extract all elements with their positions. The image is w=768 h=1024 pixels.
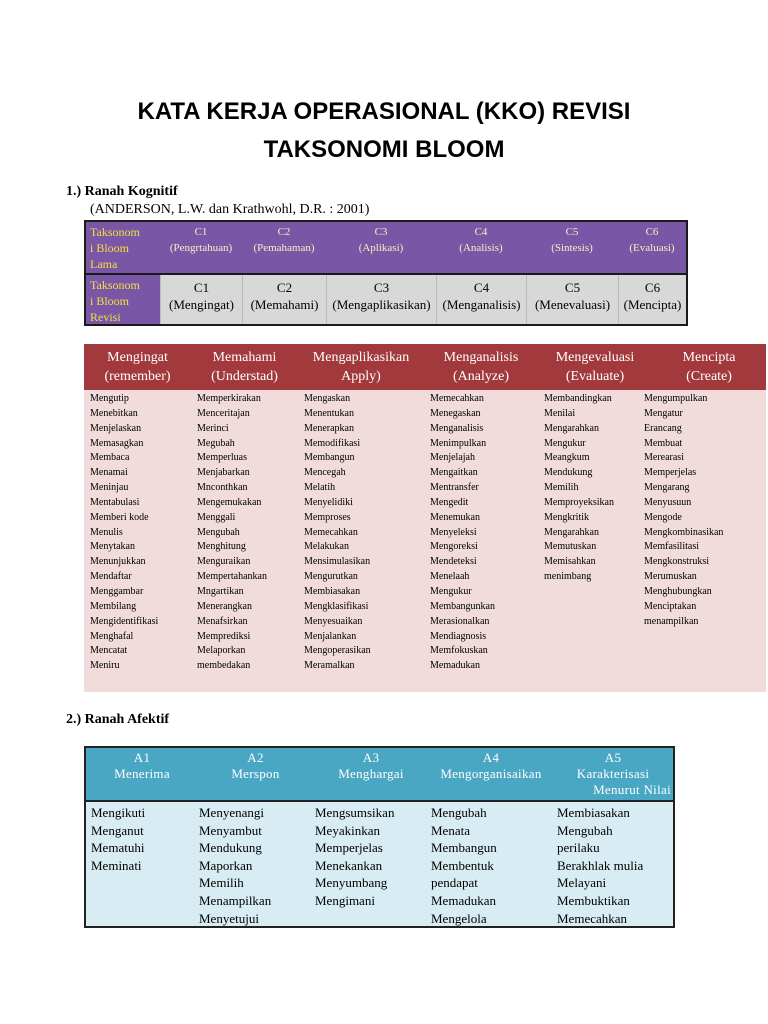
- cell-code: C4: [473, 280, 490, 295]
- verbs-remember-column: [84, 390, 191, 692]
- verb-item: Memisahkan: [544, 556, 596, 568]
- verb-item: Mencegah: [304, 467, 346, 479]
- verb-item: Memodifikasi: [304, 437, 361, 449]
- verb-item: Mengurutkan: [304, 571, 358, 583]
- verb-item: Meyakinkan: [315, 822, 380, 838]
- verb-item: Menentukan: [304, 407, 354, 419]
- header-line: Mengorganisaikan: [440, 766, 542, 781]
- verb-item: Menerapkan: [304, 422, 354, 434]
- header-a2: [198, 748, 313, 800]
- header-line: (Understad): [211, 369, 278, 384]
- verb-item: Menampilkan: [199, 892, 272, 908]
- revised-c1-cell: [160, 275, 242, 324]
- header-line: Menerima: [114, 766, 170, 781]
- cell-code: C6: [644, 280, 661, 295]
- verb-item: Megubah: [197, 437, 235, 449]
- verb-item: Erancang: [644, 422, 682, 434]
- revised-c4-cell: [436, 275, 526, 324]
- verb-item: Menelaah: [430, 571, 470, 583]
- section-1-reference: (ANDERSON, L.W. dan Krathwohl, D.R. : 2001): [90, 202, 370, 217]
- verb-item: Mempertahankan: [197, 571, 267, 583]
- verb-item: Menamai: [90, 467, 128, 479]
- verb-item: Menceritajan: [197, 407, 250, 419]
- verb-item: Mengkombinasikan: [644, 526, 724, 538]
- verb-item: Memadukan: [431, 892, 496, 908]
- verb-item: Menjabarkan: [197, 467, 250, 479]
- affective-verbs-table: [84, 746, 675, 928]
- old-c2-cell: [242, 222, 326, 273]
- cell-code: C3: [373, 280, 390, 295]
- old-taxonomy-header: [86, 222, 160, 273]
- header-line: Mengevaluasi: [555, 350, 635, 365]
- verb-item: Menggambar: [90, 585, 144, 597]
- verb-item: Menghubungkan: [644, 585, 712, 597]
- verb-item: Mengarahkan: [544, 422, 599, 434]
- verb-item: Menegaskan: [430, 407, 481, 419]
- verb-item: Mengelola: [431, 910, 487, 926]
- header-text: Taksonom: [90, 225, 140, 239]
- verb-item: Mencatat: [90, 645, 128, 657]
- cell-name: (Mengaplikasikan): [332, 297, 431, 312]
- verb-item: Membandingkan: [544, 393, 612, 404]
- cell-name: (Mengingat): [169, 297, 234, 312]
- header-analyze: [424, 344, 538, 390]
- verb-item: Mengkritik: [544, 511, 589, 523]
- verb-item: Menemukan: [430, 511, 480, 523]
- verb-item: Mengumpulkan: [644, 393, 708, 404]
- verb-item: Memecahkan: [304, 526, 358, 538]
- verb-item: Merasionalkan: [430, 615, 490, 627]
- verb-item: Meninjau: [90, 482, 129, 494]
- verb-item: Merumuskan: [644, 571, 697, 583]
- verb-item: Menjalankan: [304, 630, 357, 642]
- verb-item: Memfokuskan: [430, 645, 488, 657]
- verb-item: Mnconthkan: [197, 482, 248, 494]
- verb-item: Menyeleksi: [430, 526, 477, 538]
- old-c4-cell: [436, 222, 526, 273]
- header-understand: [191, 344, 298, 390]
- verb-item: Menunjukkan: [90, 556, 146, 568]
- verb-item: Mengsumsikan: [315, 805, 395, 820]
- verb-item: Mendaftar: [90, 571, 132, 583]
- cell-code: C2: [277, 226, 291, 238]
- old-c1-cell: [160, 222, 242, 273]
- header-line: Mencipta: [682, 350, 736, 365]
- header-text: Lama: [90, 257, 118, 271]
- verb-item: Menyetujui: [199, 910, 259, 926]
- verbs-a5-column: [552, 802, 673, 926]
- verb-item: Mengubah: [197, 526, 240, 538]
- verb-item: Membuat: [644, 437, 683, 449]
- cell-code: C4: [474, 226, 488, 238]
- verb-item: Mengemukakan: [197, 496, 262, 508]
- verb-item: Menganut: [91, 822, 144, 838]
- verb-item: Menjelajah: [430, 452, 475, 464]
- header-line: A4: [482, 750, 500, 765]
- verb-item: Mengidentifikasi: [90, 615, 159, 627]
- cell-code: C5: [564, 280, 581, 295]
- verb-item: Memprediksi: [197, 630, 251, 642]
- verb-item: Merinci: [197, 422, 229, 434]
- verb-item: Memutuskan: [544, 541, 597, 553]
- verbs-a4-column: [426, 802, 552, 926]
- verb-item: Menyesuaikan: [304, 615, 363, 627]
- header-line: A3: [362, 750, 380, 765]
- cell-name: (Pengrtahuan): [169, 242, 233, 254]
- verb-item: Memberi kode: [90, 511, 149, 523]
- title-line-2: TAKSONOMI BLOOM: [263, 136, 505, 163]
- verb-item: Mengoperasikan: [304, 645, 371, 657]
- verb-item: Membangun: [304, 452, 355, 464]
- verb-item: Menyelidiki: [304, 496, 353, 508]
- verb-item: Memilih: [544, 482, 579, 494]
- verb-item: Membaca: [90, 452, 130, 464]
- verb-item: Maporkan: [199, 857, 253, 873]
- verb-item: Meniru: [90, 660, 120, 672]
- header-line: (Analyze): [453, 369, 509, 384]
- header-a4: [429, 748, 553, 800]
- header-create: [652, 344, 766, 390]
- verbs-a2-column: [194, 802, 310, 926]
- verb-item: Mengaskan: [304, 393, 351, 404]
- verb-item: Membuktikan: [557, 892, 630, 908]
- verb-item: membedakan: [197, 660, 251, 672]
- verb-item: Melakukan: [304, 541, 349, 553]
- header-line: A1: [133, 750, 151, 765]
- verb-item: Mengukur: [544, 437, 586, 449]
- header-line: (Create): [686, 369, 732, 384]
- header-a1: [86, 748, 198, 800]
- revised-c5-cell: [526, 275, 618, 324]
- cell-name: (Menganalisis): [442, 297, 521, 312]
- verb-item: pendapat: [431, 875, 478, 891]
- verb-item: Berakhlak mulia: [557, 857, 644, 873]
- header-line: (remember): [104, 369, 171, 384]
- verb-item: Menganalisis: [430, 422, 484, 434]
- cell-code: C5: [565, 226, 579, 238]
- verb-item: Melatih: [304, 482, 336, 494]
- header-line: Apply): [341, 369, 381, 384]
- verb-item: Membilang: [90, 600, 137, 612]
- verb-item: menampilkan: [644, 615, 699, 627]
- affective-header: [86, 748, 673, 800]
- verb-item: Memecahkan: [557, 910, 628, 926]
- verb-item: Mengode: [644, 511, 682, 523]
- verb-item: Memadukan: [430, 660, 480, 672]
- cell-name: (Aplikasi): [358, 242, 404, 254]
- verb-item: Membiasakan: [557, 805, 630, 820]
- verb-item: Memperjelas: [315, 840, 383, 856]
- verb-item: Menilai: [544, 407, 576, 419]
- old-taxonomy-row: [86, 222, 686, 273]
- verb-item: Menyambut: [199, 822, 262, 838]
- verb-item: Mengaitkan: [430, 467, 478, 479]
- verbs-apply-column: [298, 390, 424, 692]
- verb-item: menimbang: [544, 571, 592, 583]
- verb-item: Menggali: [197, 511, 236, 523]
- revised-c3-cell: [326, 275, 436, 324]
- verb-item: Menguraikan: [197, 556, 251, 568]
- verb-item: Mendeteksi: [430, 556, 477, 568]
- revised-taxonomy-row: [86, 275, 686, 324]
- verb-item: Mendiagnosis: [430, 630, 487, 642]
- cell-name: (Mencipta): [623, 297, 682, 312]
- cell-code: C6: [645, 226, 659, 238]
- verbs-analyze-column: [424, 390, 538, 692]
- verb-item: Mengkonstruksi: [644, 556, 709, 568]
- header-line: Menghargai: [338, 766, 404, 781]
- header-text: Taksonom: [90, 278, 140, 292]
- verb-item: Menyusuun: [644, 496, 692, 508]
- verb-item: Mengklasifikasi: [304, 600, 369, 612]
- header-text: Revisi: [90, 310, 121, 324]
- header-line: (Evaluate): [565, 369, 625, 384]
- verb-item: Memproses: [304, 511, 351, 523]
- cell-name: (Memahami): [250, 297, 319, 312]
- verb-item: Memperkirakan: [197, 393, 261, 404]
- verb-item: Menjelaskan: [90, 422, 142, 434]
- header-line: Mengingat: [107, 350, 168, 365]
- verb-item: Meminati: [91, 857, 142, 873]
- verb-item: Menghitung: [197, 541, 246, 553]
- header-text: i Bloom: [90, 294, 130, 308]
- old-c3-cell: [326, 222, 436, 273]
- verb-item: Melayani: [557, 875, 607, 891]
- verb-item: Menimpulkan: [430, 437, 487, 449]
- verb-item: Mengutip: [90, 393, 129, 404]
- revised-c2-cell: [242, 275, 326, 324]
- verbs-create-column: [638, 390, 766, 692]
- header-line: Merspon: [231, 766, 280, 781]
- verbs-a1-column: [86, 802, 194, 926]
- verb-item: Menata: [431, 822, 470, 838]
- verb-item: Mengukur: [430, 585, 472, 597]
- header-line: A5: [604, 750, 622, 765]
- verb-item: Membiasakan: [304, 585, 361, 597]
- verb-item: Menytakan: [90, 541, 135, 553]
- verb-item: Memproyeksikan: [544, 496, 614, 508]
- old-c5-cell: [526, 222, 618, 273]
- cell-code: C1: [193, 280, 210, 295]
- cognitive-verbs-body: [84, 390, 766, 692]
- verb-item: Menghafal: [90, 630, 134, 642]
- verb-item: Membangun: [431, 840, 497, 856]
- taxonomy-comparison-table: [84, 220, 688, 326]
- cell-name: (Sintesis): [551, 242, 593, 254]
- verb-item: Menerangkan: [197, 600, 252, 612]
- verbs-understand-column: [191, 390, 298, 692]
- verb-item: Menafsirkan: [197, 615, 248, 627]
- header-line: Mengaplikasikan: [312, 350, 410, 365]
- revised-taxonomy-header: [86, 275, 160, 324]
- verb-item: Menyenangi: [199, 805, 264, 820]
- cell-name: (Pemahaman): [253, 242, 315, 254]
- verb-item: Mendukung: [199, 840, 262, 856]
- verb-item: Mengoreksi: [430, 541, 478, 553]
- verbs-evaluate-column: [538, 390, 638, 692]
- header-line: Menganalisis: [443, 350, 519, 365]
- header-a5: [553, 748, 673, 800]
- header-line: Memahami: [212, 350, 277, 365]
- section-2-heading: 2.) Ranah Afektif: [66, 712, 170, 727]
- verb-item: Mengarahkan: [544, 526, 599, 538]
- section-1-heading: 1.) Ranah Kognitif: [66, 184, 178, 199]
- verb-item: Menyumbang: [315, 875, 388, 891]
- verb-item: Mematuhi: [91, 840, 145, 856]
- verb-item: Mengatur: [644, 407, 683, 419]
- old-c6-cell: [618, 222, 686, 273]
- verb-item: Mentransfer: [430, 482, 479, 494]
- verb-item: Menciptakan: [644, 600, 697, 612]
- verb-item: Memperjelas: [644, 467, 697, 479]
- verb-item: Memilih: [199, 875, 244, 891]
- header-remember: [84, 344, 191, 390]
- verb-item: Membentuk: [431, 857, 494, 873]
- verb-item: perilaku: [557, 840, 600, 856]
- verb-item: Mengubah: [431, 805, 487, 820]
- cell-code: C2: [276, 280, 293, 295]
- affective-body: [86, 802, 673, 926]
- verb-item: Menekankan: [315, 857, 383, 873]
- cell-code: C1: [194, 226, 208, 238]
- verb-item: Memasagkan: [90, 437, 144, 449]
- verb-item: Melaporkan: [197, 645, 246, 657]
- header-evaluate: [538, 344, 652, 390]
- verb-item: Mengikuti: [91, 805, 146, 820]
- verb-item: Memfasilitasi: [644, 541, 699, 553]
- verb-item: Meramalkan: [304, 660, 355, 672]
- verbs-a3-column: [310, 802, 426, 926]
- header-text: i Bloom: [90, 241, 130, 255]
- verb-item: Mengedit: [430, 496, 469, 508]
- verb-item: Mentabulasi: [90, 496, 140, 508]
- verb-item: Mengimani: [315, 892, 375, 908]
- verb-item: Membangunkan: [430, 600, 495, 612]
- verb-item: Memecahkan: [430, 393, 484, 404]
- header-line: A2: [247, 750, 264, 765]
- verb-item: Mensimulasikan: [304, 556, 371, 568]
- cell-code: C3: [374, 226, 388, 238]
- verb-item: Mengubah: [557, 822, 613, 838]
- cell-name: (Menevaluasi): [534, 297, 611, 312]
- verb-item: Mendukung: [544, 467, 593, 479]
- header-line: Menurut Nilai: [593, 782, 671, 797]
- verb-item: Meangkum: [544, 452, 590, 464]
- cognitive-verbs-header: [84, 344, 766, 390]
- verb-item: Menulis: [90, 526, 123, 538]
- verb-item: Mengarang: [644, 482, 690, 494]
- header-apply: [298, 344, 424, 390]
- verb-item: Memperluas: [197, 452, 247, 464]
- header-a3: [313, 748, 429, 800]
- cell-name: (Analisis): [459, 242, 503, 254]
- revised-c6-cell: [618, 275, 686, 324]
- cell-name: (Evaluasi): [629, 242, 675, 254]
- title-line-1: KATA KERJA OPERASIONAL (KKO) REVISI: [137, 98, 631, 125]
- header-line: Karakterisasi: [576, 766, 650, 781]
- verb-item: Menebitkan: [90, 407, 138, 419]
- verb-item: Merearasi: [644, 452, 684, 464]
- verb-item: Mngartikan: [197, 585, 244, 597]
